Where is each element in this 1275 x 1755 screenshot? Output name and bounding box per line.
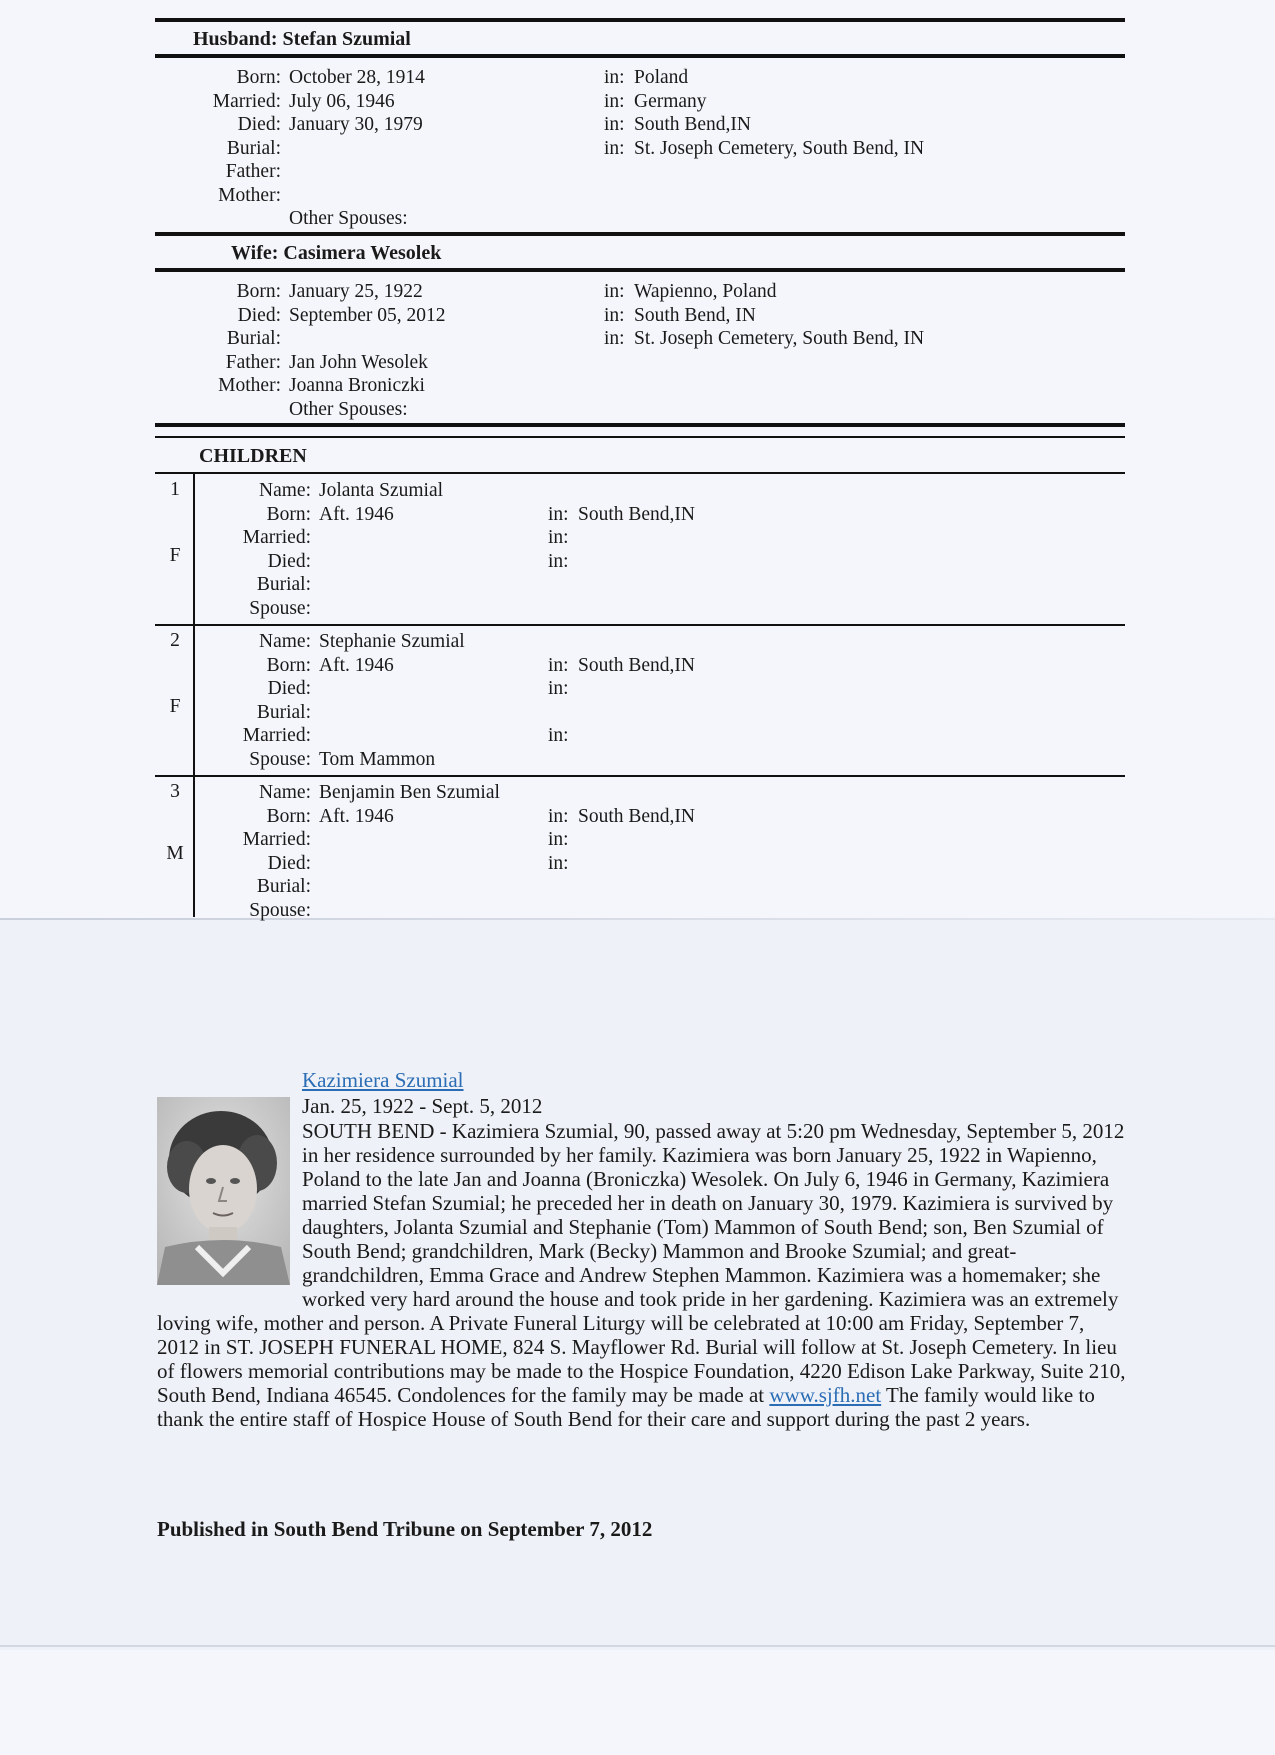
field-label: Burial:: [256, 701, 311, 723]
field-label: Married:: [242, 829, 311, 850]
top-rule: [155, 18, 1125, 22]
place-value: St. Joseph Cemetery, South Bend, IN: [634, 328, 925, 349]
field-label: Mother:: [218, 184, 281, 206]
place-prefix: in:: [604, 67, 625, 88]
place-prefix: in:: [604, 90, 625, 112]
place-prefix: in:: [548, 654, 569, 676]
field-label: Mother:: [218, 375, 281, 396]
child-sex: F: [169, 544, 181, 566]
place-prefix: in:: [604, 328, 625, 349]
field-label: Father:: [225, 351, 281, 373]
wife-heading: [231, 242, 441, 265]
place-prefix: in:: [548, 852, 569, 874]
field-value: Aft. 1946: [319, 503, 394, 525]
field-label: Spouse:: [249, 899, 311, 921]
obituary-text-part1: SOUTH BEND - Kazimiera Szumial, 90, passed away at 5:20 pm Wednesday, September 5, 2012 in her residence surrounded by her family. Kazimiera was born January 25, 1922 in Wapienno, Poland to the late Jan and Joanna (Broniczka) Wesolek. On July 6, 1946 in Germany, Kazimiera married Stefan Szumial; he preceded her in death on January 30, 1979. Kazimiera is survived by daughters, Jolanta Szumial and Stephanie (Tom) Mammon of South Bend; son, Ben Szumial of South Bend; grandchildren, Mark (Becky) Mammon and Brooke Szumial; and great-grandchildren, Emma Grace and Andrew Stephen Mammon. Kazimiera was a homemaker; she worked very hard around the house and took pride in her gardening. Kazimiera was an extremely loving wife, mother and person. A Private Funeral Liturgy will be celebrated at 10:00 am Friday, September 7, 2012 in ST. JOSEPH FUNERAL HOME, 824 S. Mayflower Rd. Burial will follow at St. Joseph Cemetery. In lieu of flowers memorial contributions may be made to the Hospice Foundation, 4220 Edison Lake Parkway, Suite 210, South Bend, Indiana 46545. Condolences for the family may be made at: [157, 1119, 1126, 1407]
place-value: South Bend,IN: [578, 654, 695, 676]
field-label: Name:: [259, 480, 311, 501]
field-value: July 06, 1946: [289, 90, 395, 112]
field-value: Aft. 1946: [319, 654, 394, 676]
wife-name: Casimera Wesolek: [283, 242, 442, 264]
field-label: Died:: [267, 678, 311, 699]
children-heading-rule: [155, 472, 1125, 474]
scan-bottom-edge: [0, 1645, 1275, 1647]
field-value: Tom Mammon: [319, 748, 436, 770]
field-value: Jan John Wesolek: [289, 351, 428, 373]
photo-text-wrap-spacer: [157, 1119, 302, 1291]
child-sex: F: [169, 695, 181, 717]
field-label: Married:: [212, 90, 281, 112]
child-separator-rule: [155, 624, 1125, 626]
published-notice: Published in South Bend Tribune on September 7, 2012: [157, 1517, 653, 1541]
field-value: Joanna Broniczki: [289, 375, 425, 396]
field-value: September 05, 2012: [289, 304, 446, 326]
field-value: Benjamin Ben Szumial: [319, 782, 500, 803]
obituary-title-link[interactable]: Kazimiera Szumial: [302, 1068, 464, 1092]
place-prefix: in:: [548, 829, 569, 850]
child-number: 2: [170, 630, 180, 651]
husband-rule: [155, 54, 1125, 58]
field-label: Burial:: [256, 876, 311, 897]
place-value: South Bend, IN: [634, 304, 756, 326]
field-label: Died:: [237, 114, 281, 135]
field-value: Stephanie Szumial: [319, 631, 465, 652]
funeral-home-link[interactable]: www.sjfh.net: [769, 1383, 882, 1407]
field-label: Name:: [259, 782, 311, 803]
place-prefix: in:: [548, 527, 569, 548]
field-value: January 30, 1979: [289, 114, 423, 135]
wife-heading-label: Wife:: [231, 242, 279, 264]
field-label: Married:: [242, 725, 311, 746]
field-label: Burial:: [256, 574, 311, 595]
field-label: Died:: [267, 852, 311, 874]
husband-heading: [193, 28, 411, 51]
place-value: Poland: [634, 67, 689, 88]
place-prefix: in:: [548, 725, 569, 746]
child-separator-rule: [155, 775, 1125, 777]
field-label: Married:: [242, 527, 311, 548]
child-sex: M: [166, 842, 184, 864]
obituary-body: [157, 1119, 1129, 1431]
place-prefix: in:: [548, 503, 569, 525]
field-label: Name:: [259, 631, 311, 652]
field-label: Spouse:: [249, 748, 311, 770]
place-value: South Bend,IN: [578, 805, 695, 827]
place-value: St. Joseph Cemetery, South Bend, IN: [634, 137, 925, 159]
husband-heading-label: Husband:: [193, 28, 278, 50]
place-value: Germany: [634, 90, 707, 112]
field-label: Spouse:: [249, 597, 311, 619]
place-value: South Bend,IN: [578, 503, 695, 525]
place-prefix: in:: [604, 281, 625, 302]
place-prefix: in:: [548, 805, 569, 827]
field-label: Burial:: [226, 328, 281, 349]
field-label: Born:: [266, 805, 311, 827]
field-label: Born:: [266, 654, 311, 676]
field-value: October 28, 1914: [289, 67, 425, 88]
child-number: 1: [170, 479, 180, 500]
field-value: Jolanta Szumial: [319, 480, 444, 501]
children-heading: CHILDREN: [199, 445, 307, 467]
field-label: Died:: [237, 304, 281, 326]
field-label: Born:: [236, 67, 281, 88]
wife-other-spouses: Other Spouses:: [289, 399, 408, 420]
husband-name: Stefan Szumial: [282, 28, 411, 50]
child-number: 3: [170, 781, 180, 802]
field-label: Burial:: [226, 137, 281, 159]
field-value: January 25, 1922: [289, 281, 423, 302]
husband-other-spouses: Other Spouses:: [289, 208, 408, 229]
field-label: Father:: [225, 161, 281, 182]
place-prefix: in:: [604, 304, 625, 326]
place-prefix: in:: [548, 550, 569, 572]
field-label: Born:: [236, 281, 281, 302]
field-label: Died:: [267, 550, 311, 572]
wife-top-rule: [155, 232, 1125, 236]
place-prefix: in:: [604, 137, 625, 159]
children-top-rule: [155, 423, 1125, 427]
place-value: South Bend,IN: [634, 114, 751, 135]
wife-rule: [155, 268, 1125, 272]
field-value: Aft. 1946: [319, 805, 394, 827]
children-top-rule-thin: [155, 436, 1125, 438]
place-value: Wapienno, Poland: [634, 281, 777, 302]
obituary-dates: Jan. 25, 1922 - Sept. 5, 2012: [302, 1094, 543, 1118]
field-label: Born:: [266, 503, 311, 525]
place-prefix: in:: [548, 678, 569, 699]
obituary-text-part2: The family would like to thank the entire staff of Hospice House of South Bend for their care and support during the past 2 years.: [157, 1383, 1095, 1431]
place-prefix: in:: [604, 114, 625, 135]
